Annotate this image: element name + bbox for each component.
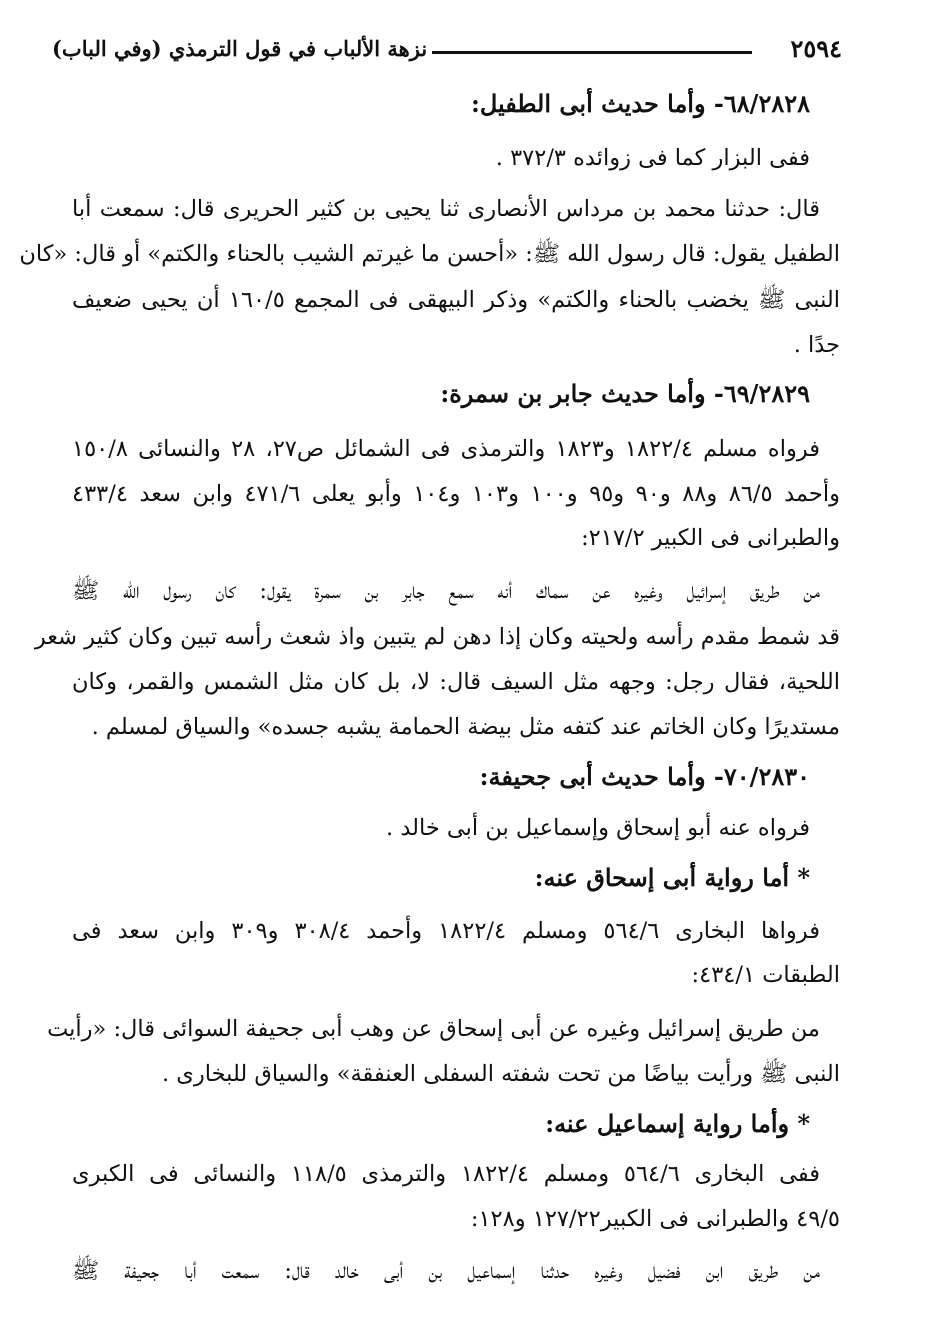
text-line: وأحمد ٨٦/٥ و٨٨ و٩٠ و٩٥ و١٠٠ و١٠٣ و١٠٤ وأبو يعلى ٤٧١/٦ وابن سعد ٤٣٣/٤ — [72, 481, 840, 507]
text-line: اللحية، فقال رجل: وجهه مثل السيف قال: لا، بل كان مثل الشمس والقمر، وكان — [72, 669, 840, 695]
text-line: مستديرًا وكان الخاتم عند كتفه مثل بيضة الحمامة يشبه جسده» والسياق لمسلم . — [91, 714, 840, 740]
text-line: والطبرانى فى الكبير ٢١٧/٢: — [581, 525, 840, 551]
text-line: قد شمط مقدم رأسه ولحيته وكان إذا دهن لم يتبين واذ شعث رأسه تبين وكان كثير شعر — [34, 624, 840, 650]
running-title: نزهة الألباب في قول الترمذي (وفي الباب) — [52, 36, 428, 61]
text-line: النبى ﷺ يخضب بالحناء والكتم» وذكر البيهقى فى المجمع ١٦٠/٥ أن يحيى ضعيف — [72, 287, 840, 313]
section-heading: ٦٩/٢٨٢٩- وأما حديث جابر بن سمرة: — [440, 379, 810, 408]
text-line: ففى البخارى ٥٦٤/٦ ومسلم ١٨٢٢/٤ والترمذى ١١٨/٥ والنسائى فى الكبرى — [72, 1161, 820, 1187]
text-line: من طريق إسرائيل وغيره عن أبى إسحاق عن وهب أبى جحيفة السوائى قال: «رأيت — [47, 1016, 820, 1042]
header-rule — [432, 51, 752, 54]
text-line: فرواه مسلم ١٨٢٢/٤ و١٨٢٣ والترمذى فى الشمائل ص٢٧، ٢٨ والنسائى ١٥٠/٨ — [72, 436, 820, 462]
text-line: من طريق ابن فضيل وغيره حدثنا إسماعيل بن أبى خالد قال: سمعت أبا جحيفة ﷺ — [72, 1258, 820, 1284]
text-line: ٤٩/٥ والطبرانى فى الكبير١٢٧/٢٢ و١٢٨: — [470, 1206, 840, 1232]
page-header — [52, 34, 842, 66]
sub-heading: * وأما رواية إسماعيل عنه: — [545, 1109, 810, 1138]
section-heading: ٦٨/٢٨٢٨- وأما حديث أبى الطفيل: — [470, 89, 810, 118]
text-line: الطفيل يقول: قال رسول الله ﷺ: «أحسن ما غيرتم الشيب بالحناء والكتم» أو قال: «كان — [19, 241, 840, 267]
text-line: فرواه عنه أبو إسحاق وإسماعيل بن أبى خالد . — [386, 815, 810, 841]
text-line: ففى البزار كما فى زوائده ٣٧٢/٣ . — [495, 145, 810, 171]
text-line: النبى ﷺ ورأيت بياضًا من تحت شفته السفلى العنفقة» والسياق للبخارى . — [162, 1061, 840, 1087]
text-line: فرواها البخارى ٥٦٤/٦ ومسلم ١٨٢٢/٤ وأحمد ٣٠٨/٤ و٣٠٩ وابن سعد فى — [72, 918, 820, 944]
text-line: من طريق إسرائيل وغيره عن سماك أنه سمع جابر بن سمرة يقول: كان رسول الله ﷺ — [72, 578, 820, 604]
text-line: جدًا . — [793, 332, 840, 358]
text-line: قال: حدثنا محمد بن مرداس الأنصارى ثنا يحيى بن كثير الحريرى قال: سمعت أبا — [72, 196, 820, 222]
text-line: الطبقات ٤٣٤/١: — [691, 962, 840, 988]
section-heading: ٧٠/٢٨٣٠- وأما حديث أبى جحيفة: — [479, 762, 810, 791]
page-number: ٢٥٩٤ — [790, 34, 842, 63]
sub-heading: * أما رواية أبى إسحاق عنه: — [534, 863, 810, 892]
